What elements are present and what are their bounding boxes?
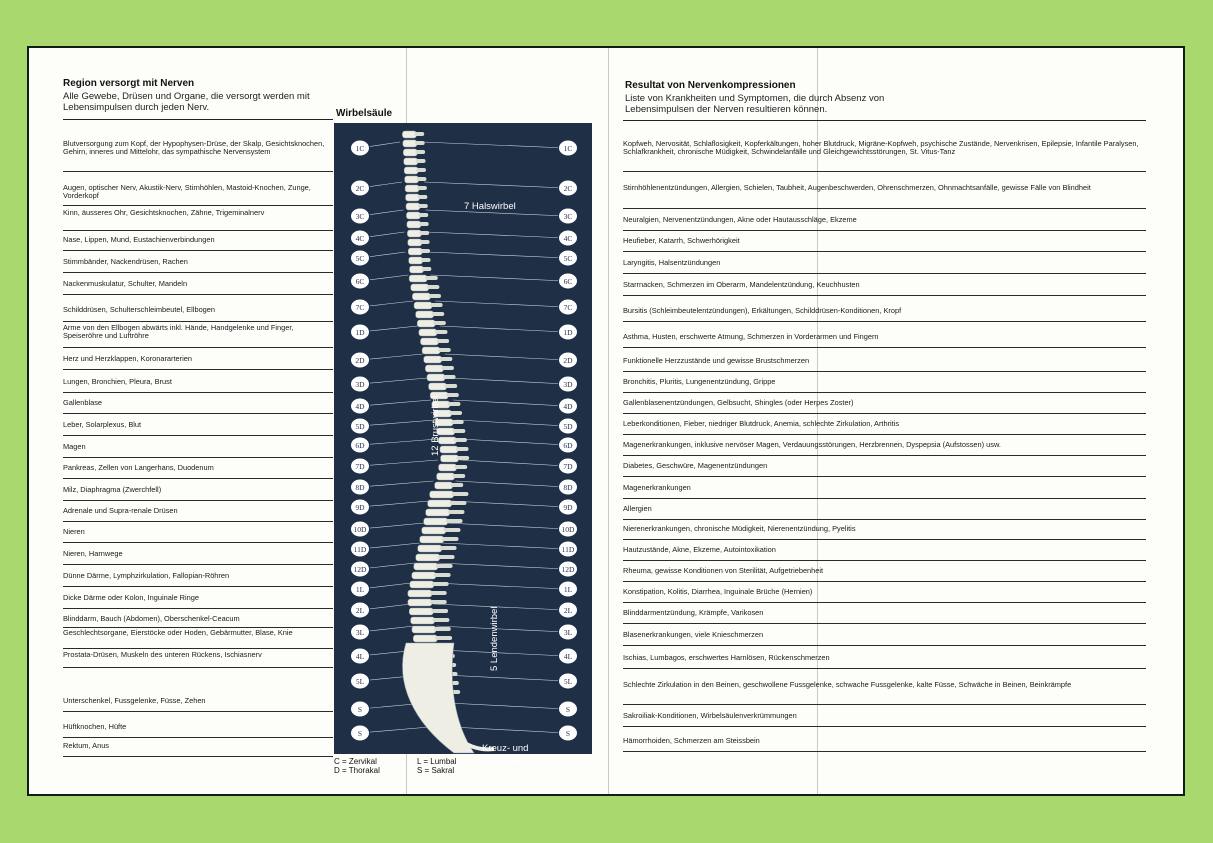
vertebra-code: 2L — [563, 606, 573, 615]
legend-right — [417, 757, 457, 775]
left-header-subtitle: Alle Gewebe, Drüsen und Organe, die versorgt werden mit Lebensimpulsen durch jeden Nerv. — [63, 91, 310, 113]
result-row: Starrnacken, Schmerzen im Oberarm, Mandelentzündung, Keuchhusten — [623, 281, 1146, 296]
left-header-title: Region versorgt mit Nerven — [63, 78, 195, 89]
nerve-line-left — [360, 501, 429, 507]
spinous-process — [435, 330, 448, 334]
spinous-process — [449, 411, 462, 415]
sacral-label-2: Steissbein — [480, 755, 524, 766]
result-row: Rheuma, gewisse Konditionen von Sterilität, Aufgetriebenheit — [623, 567, 1146, 582]
vertebra-code: 5C — [563, 254, 573, 263]
result-row: Hautzustände, Akne, Ekzeme, Autointoxikation — [623, 546, 1146, 561]
vertebra-body — [439, 464, 457, 471]
vertebra-code: 1C — [355, 144, 365, 153]
vertebra-code: 12D — [353, 565, 367, 574]
spinous-process — [451, 483, 464, 487]
nerve-line-right — [445, 354, 566, 360]
legend-thoracic: D = Thorakal — [334, 766, 380, 775]
nerve-line-left — [360, 727, 429, 733]
spinous-process — [419, 222, 429, 226]
region-row: Pankreas, Zellen von Langerhans, Duodenum — [63, 464, 333, 479]
chart-sheet — [27, 46, 1185, 796]
vertebra-code: 5C — [355, 254, 365, 263]
vertebra-code: 3D — [355, 380, 365, 389]
vertebra-code: 5L — [355, 677, 365, 686]
spinous-process — [421, 258, 431, 262]
vertebra-body — [406, 203, 420, 210]
region-row: Rektum, Anus — [63, 742, 333, 757]
legend-cervical: C = Zervikal — [334, 757, 377, 766]
spinous-process — [422, 267, 432, 271]
region-row: Milz, Diaphragma (Zwerchfell) — [63, 486, 333, 501]
vertebra-body — [410, 581, 434, 588]
vertebra-body — [427, 374, 445, 381]
result-row: Allergien — [623, 505, 1146, 520]
vertebra-code: 6D — [355, 441, 365, 450]
nerve-line-right — [422, 142, 566, 148]
vertebra-body — [426, 509, 450, 516]
fold-line — [608, 48, 609, 794]
vertebra-body — [416, 311, 434, 318]
vertebra-code: 3C — [355, 212, 365, 221]
region-row: Leber, Solarplexus, Blut — [63, 421, 333, 436]
nerve-line-right — [437, 563, 566, 569]
nerve-line-right — [453, 400, 566, 406]
vertebra-body — [420, 536, 444, 543]
region-row: Nieren — [63, 528, 333, 543]
vertebra-code: 7C — [355, 303, 365, 312]
nerve-line-left — [360, 460, 438, 466]
spinous-process — [414, 132, 424, 136]
region-row: Geschlechtsorgane, Eierstöcke oder Hoden, Gebärmutter, Blase, Knie — [63, 629, 333, 649]
spinous-process — [436, 564, 453, 568]
vertebra-code: 1D — [563, 328, 573, 337]
vertebra-body — [404, 167, 418, 174]
region-row: Magen — [63, 443, 333, 458]
vertebra-body — [418, 545, 442, 552]
spinous-process — [417, 186, 427, 190]
vertebra-body — [410, 266, 424, 273]
vertebra-code: 3C — [563, 212, 573, 221]
spinous-process — [418, 204, 428, 208]
region-row: Nieren, Harnwege — [63, 550, 333, 565]
spinous-process — [453, 474, 466, 478]
vertebra-code: S — [357, 705, 363, 714]
vertebra-code: 1L — [563, 585, 573, 594]
spinous-process — [430, 303, 443, 307]
vertebra-code: 12D — [561, 565, 575, 574]
spine-label: Wirbelsäule — [336, 108, 393, 119]
result-row: Konstipation, Kolitis, Diarrhea, Inguinale Brüche (Hernien) — [623, 588, 1146, 603]
vertebra-code: 8D — [563, 483, 573, 492]
spinous-process — [432, 582, 449, 586]
spinous-process — [453, 429, 466, 433]
vertebra-body — [409, 275, 427, 282]
vertebra-code: S — [565, 729, 571, 738]
vertebra-code: 7C — [563, 303, 573, 312]
spinous-process — [420, 249, 430, 253]
nerve-line-left — [360, 400, 431, 406]
spinous-process — [437, 339, 450, 343]
vertebra-code: 5D — [563, 422, 573, 431]
vertebra-code: 10D — [561, 525, 575, 534]
region-row: Lungen, Bronchien, Pleura, Brust — [63, 378, 333, 393]
spinous-process — [444, 528, 461, 532]
spinous-process — [440, 546, 457, 550]
result-row: Blinddarmentzündung, Krämpfe, Varikosen — [623, 609, 1146, 624]
vertebra-body — [404, 158, 418, 165]
divider — [63, 119, 333, 120]
vertebra-code: 5L — [563, 677, 573, 686]
spinous-process — [418, 195, 428, 199]
spinous-process — [440, 357, 453, 361]
result-row: Funktionelle Herzzustände und gewisse Brustschmerzen — [623, 357, 1146, 372]
vertebra-code: 2L — [355, 606, 365, 615]
region-row: Dünne Därme, Lymphzirkulation, Fallopian-Röhren — [63, 572, 333, 587]
vertebra-body — [403, 140, 417, 147]
vertebra-body — [421, 338, 439, 345]
vertebra-body — [408, 590, 432, 597]
spinous-process — [435, 636, 452, 640]
spinous-process — [442, 537, 459, 541]
spinous-process — [415, 150, 425, 154]
vertebra-body — [412, 626, 436, 633]
nerve-line-right — [431, 275, 566, 281]
vertebra-body — [412, 293, 430, 300]
vertebra-body — [414, 302, 432, 309]
region-row: Blinddarm, Bauch (Abdomen), Oberschenkel-Ceacum — [63, 615, 333, 628]
spinous-process — [418, 213, 428, 217]
region-row: Kinn, äusseres Ohr, Gesichtsknochen, Zähne, Trigeminalnerv — [63, 209, 333, 231]
region-row: Prostata-Drüsen, Muskeln des unteren Rückens, Ischiasnerv — [63, 651, 333, 668]
vertebra-body — [411, 284, 429, 291]
sacral-label-1: Kreuz- und — [482, 743, 529, 754]
result-row: Hämorrhoiden, Schmerzen am Steissbein — [623, 737, 1146, 752]
region-row: Nackenmuskulatur, Schulter, Mandeln — [63, 280, 333, 295]
result-row: Bronchitis, Pluritis, Lungenentzündung, Grippe — [623, 378, 1146, 393]
legend-left — [334, 757, 380, 775]
nerve-line-right — [457, 420, 566, 426]
vertebra-code: 4L — [563, 652, 573, 661]
vertebra-code: 1L — [355, 585, 365, 594]
spinous-process — [438, 555, 455, 559]
vertebra-code: 1D — [355, 328, 365, 337]
region-row: Nase, Lippen, Mund, Eustachienverbindungen — [63, 236, 333, 251]
vertebra-body — [440, 446, 458, 453]
vertebra-body — [441, 455, 459, 462]
vertebra-body — [425, 365, 443, 372]
vertebra-body — [424, 518, 448, 525]
spinous-process — [430, 591, 447, 595]
vertebra-body — [408, 248, 422, 255]
region-row: Adrenale und Supra-renale Drüsen — [63, 507, 333, 522]
result-row: Bursitis (Schleimbeutelentzündungen), Erkältungen, Schilddrüsen-Konditionen, Kropf — [623, 307, 1146, 322]
result-row: Heufieber, Katarrh, Schwerhörigkeit — [623, 237, 1146, 252]
result-row: Neuralgien, Nervenentzündungen, Akne oder Hautausschläge, Ekzeme — [623, 216, 1146, 231]
spinous-process — [448, 510, 465, 514]
vertebra-body — [414, 563, 438, 570]
result-row: Sakroiliak-Konditionen, Wirbelsäulenverkrümmungen — [623, 712, 1146, 727]
vertebra-code: 2D — [563, 356, 573, 365]
nerve-line-left — [360, 420, 435, 426]
result-row: Magenerkrankungen — [623, 484, 1146, 499]
result-row: Laryngitis, Halsentzündungen — [623, 259, 1146, 274]
spinous-process — [434, 573, 451, 577]
legend-sacral: S = Sakral — [417, 766, 455, 775]
vertebra-code: 7D — [563, 462, 573, 471]
nerve-line-right — [427, 232, 566, 238]
region-row: Arme von den Ellbogen abwärts inkl. Hände, Handgelenke und Finger, Speiseröhre und Luftröhre — [63, 324, 333, 348]
spinous-process — [451, 420, 464, 424]
result-row: Stirnhöhlenentzündungen, Allergien, Schielen, Taubheit, Augenbeschwerden, Ohrenschmerzen, Ohnmachtsanfälle, gewisse Fälle von Blindheit — [623, 184, 1146, 209]
nerve-line-left — [360, 378, 427, 384]
vertebra-body — [406, 194, 420, 201]
vertebra-code: 11D — [561, 545, 575, 554]
spinous-process — [443, 375, 456, 379]
region-row: Dicke Därme oder Kolon, Inguinale Ringe — [63, 594, 333, 609]
vertebra-body — [405, 185, 419, 192]
nerve-line-right — [444, 675, 566, 681]
spinous-process — [446, 393, 459, 397]
vertebra-code: 3L — [355, 628, 365, 637]
left-header — [63, 78, 333, 113]
nerve-line-left — [360, 439, 438, 445]
region-row: Hüftknochen, Hüfte — [63, 723, 333, 738]
nerve-line-right — [449, 378, 566, 384]
right-header-subtitle: Liste von Krankheiten und Symptomen, die durch Absenz von Lebensimpulsen der Nerven resultieren können. — [625, 93, 885, 115]
vertebra-code: 11D — [353, 545, 367, 554]
nerve-line-right — [436, 626, 566, 632]
vertebra-body — [407, 221, 421, 228]
nerve-line-right — [446, 523, 566, 529]
result-row: Blasenerkrankungen, viele Knieschmerzen — [623, 631, 1146, 646]
vertebra-code: 3D — [563, 380, 573, 389]
result-row: Nierenerkrankungen, chronische Müdigkeit, Nierenentzündung, Pyelitis — [623, 525, 1146, 540]
region-row: Herz und Herzklappen, Koronararterien — [63, 355, 333, 370]
result-row: Diabetes, Geschwüre, Magenentzündungen — [623, 462, 1146, 477]
vertebra-body — [437, 473, 455, 480]
nerve-line-right — [440, 650, 566, 656]
vertebra-body — [407, 230, 421, 237]
nerve-line-right — [460, 439, 566, 445]
vertebra-body — [430, 491, 454, 498]
spinous-process — [445, 384, 458, 388]
vertebra-body — [405, 176, 419, 183]
spinous-process — [446, 519, 463, 523]
nerve-line-right — [424, 182, 566, 188]
vertebra-body — [429, 383, 447, 390]
vertebra-code: 9D — [355, 503, 365, 512]
vertebra-code: 5D — [355, 422, 365, 431]
vertebra-body — [422, 527, 446, 534]
spinous-process — [416, 168, 426, 172]
right-header — [625, 80, 955, 115]
nerve-line-right — [428, 252, 566, 258]
nerve-line-right — [440, 326, 566, 332]
sacrum — [403, 643, 474, 753]
divider — [623, 120, 1146, 121]
spinous-process — [420, 240, 430, 244]
region-row: Gallenblase — [63, 399, 333, 414]
region-row: Schilddrüsen, Schulterschleimbeutel, Ellbogen — [63, 306, 333, 322]
vertebra-body — [406, 212, 420, 219]
vertebra-code: 8D — [355, 483, 365, 492]
thoracic-label: 12 Brustwirbel — [430, 395, 441, 456]
vertebra-body — [403, 149, 417, 156]
spinous-process — [457, 456, 470, 460]
result-row: Schlechte Zirkulation in den Beinen, geschwollene Fussgelenke, schwache Fussgelenke, kalte Füsse, Schwäche in Beinen, Beinkrämpfe — [623, 681, 1146, 705]
nerve-line-left — [360, 481, 433, 487]
vertebra-code: 4L — [355, 652, 365, 661]
vertebra-code: S — [565, 705, 571, 714]
spinous-process — [450, 501, 467, 505]
vertebra-code: 2D — [355, 356, 365, 365]
spinous-process — [452, 492, 469, 496]
vertebra-body — [416, 554, 440, 561]
spinous-process — [416, 159, 426, 163]
spinous-process — [432, 312, 445, 316]
vertebra-code: 4C — [563, 234, 573, 243]
nerve-line-right — [442, 543, 566, 549]
region-row: Stimmbänder, Nackendrüsen, Rachen — [63, 258, 333, 273]
spinous-process — [430, 600, 447, 604]
vertebra-code: 6C — [355, 277, 365, 286]
vertebra-code: 6C — [563, 277, 573, 286]
vertebra-body — [411, 617, 435, 624]
vertebra-code: 7D — [355, 462, 365, 471]
result-row: Kopfweh, Nervosität, Schlaflosigkeit, Kopferkältungen, hoher Blutdruck, Migräne-Kopfweh, psychische Zustände, Nervenkrisen, Epilepsie, Infantile Paralysen, Schlafkrankheit, chronische Müdigkeit, Schwindelanfälle und Gleichgewichtsstörungen, St. Vitus-Tanz — [623, 140, 1146, 172]
vertebra-code: 1C — [563, 144, 573, 153]
vertebra-body — [435, 482, 453, 489]
vertebra-code: 3L — [563, 628, 573, 637]
spinous-process — [419, 231, 429, 235]
result-row: Magenerkrankungen, inklusive nervöser Magen, Verdauungsstörungen, Herzbrennen, Dyspepsia (Aufstossen) usw. — [623, 441, 1146, 456]
spinous-process — [455, 465, 468, 469]
vertebra-body — [419, 329, 437, 336]
nerve-line-right — [455, 481, 566, 487]
vertebra-body — [412, 572, 436, 579]
result-row: Gallenblasenentzündungen, Gelbsucht, Shingles (oder Herpes Zoster) — [623, 399, 1146, 414]
result-row: Asthma, Husten, erschwerte Atmung, Schmerzen in Vorderarmen und Fingern — [623, 333, 1146, 348]
spinous-process — [456, 447, 469, 451]
vertebra-code: 6D — [563, 441, 573, 450]
vertebra-body — [409, 608, 433, 615]
region-row: Unterschenkel, Fussgelenke, Füsse, Zehen — [63, 697, 333, 712]
legend-lumbar: L = Lumbal — [417, 757, 457, 766]
result-row: Leberkonditionen, Fieber, niedriger Blutdruck, Anemia, schlechte Zirkulation, Arthritis — [623, 420, 1146, 435]
vertebra-code: 4C — [355, 234, 365, 243]
vertebra-body — [417, 320, 435, 327]
nerve-line-right — [448, 703, 566, 709]
vertebra-body — [402, 131, 416, 138]
nerve-line-right — [451, 501, 566, 507]
result-row: Ischias, Lumbagos, erschwertes Harnlösen, Rückenschmerzen — [623, 654, 1146, 669]
spinous-process — [441, 366, 454, 370]
vertebra-body — [409, 257, 423, 264]
spinous-process — [434, 627, 451, 631]
spinous-process — [428, 294, 441, 298]
spinous-process — [433, 618, 450, 622]
vertebra-code: 2C — [563, 184, 573, 193]
vertebra-code: 10D — [353, 525, 367, 534]
cervical-label: 7 Halswirbel — [464, 201, 516, 212]
spinous-process — [417, 177, 427, 181]
spinous-process — [431, 609, 448, 613]
region-row: Blutversorgung zum Kopf, der Hypophysen-Drüse, der Skalp, Gesichtsknochen, Gehirn, inneres und Mittelohr, das sympathische Nervensystem — [63, 140, 333, 172]
vertebra-body — [424, 356, 442, 363]
nerve-line-right — [460, 460, 566, 466]
vertebra-code: 2C — [355, 184, 365, 193]
vertebra-body — [428, 500, 452, 507]
vertebra-body — [413, 635, 437, 642]
vertebra-body — [422, 347, 440, 354]
nerve-line-right — [433, 583, 566, 589]
nerve-line-right — [435, 301, 566, 307]
spinous-process — [448, 402, 461, 406]
vertebra-code: S — [357, 729, 363, 738]
vertebra-code: 9D — [563, 503, 573, 512]
region-row: Augen, optischer Nerv, Akustik-Nerv, Stirnhöhlen, Mastoid-Knochen, Zunge, Vorderkopf — [63, 184, 333, 206]
spinous-process — [433, 321, 446, 325]
nerve-line-right — [451, 727, 566, 733]
vertebra-body — [408, 599, 432, 606]
spinous-process — [427, 285, 440, 289]
spinous-process — [454, 438, 467, 442]
lumbar-label: 5 Lendenwirbel — [489, 606, 500, 671]
right-header-title: Resultat von Nervenkompressionen — [625, 80, 796, 91]
spinous-process — [438, 348, 451, 352]
vertebra-code: 4D — [355, 402, 365, 411]
vertebra-code: 4D — [563, 402, 573, 411]
spinous-process — [425, 276, 438, 280]
vertebra-body — [438, 437, 456, 444]
vertebra-body — [408, 239, 422, 246]
spinous-process — [415, 141, 425, 145]
